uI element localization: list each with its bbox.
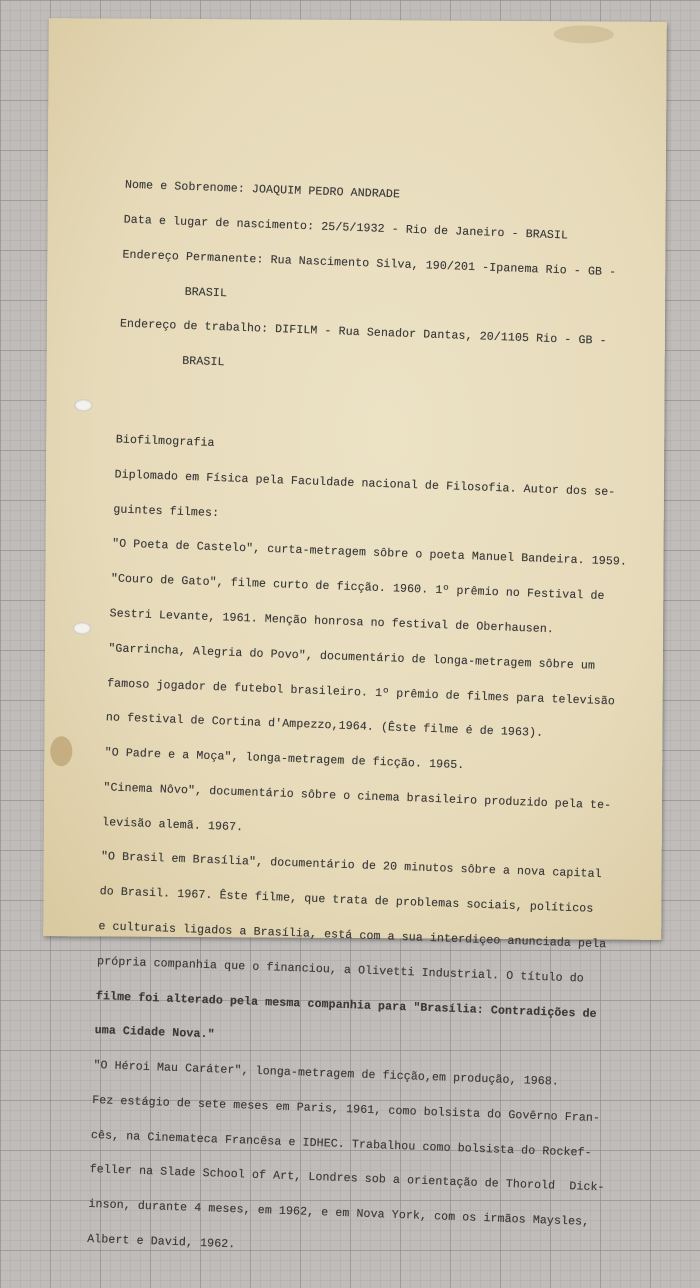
body-line: no festival de Cortina d'Ampezzo,1964. (Êste filme é de 1963). — [105, 711, 544, 741]
header-work-address: Endereço de trabalho: DIFILM - Rua Senador Dantas, 20/1105 Rio - GB - — [119, 317, 607, 349]
header-work-address-country: BRASIL — [118, 352, 225, 370]
body-line: Diplomado em Física pela Faculdade nacional de Filosofia. Autor dos se- — [114, 468, 616, 500]
header-name: Nome e Sobrenome: JOAQUIM PEDRO ANDRADE — [124, 178, 401, 202]
body-line: "O Poeta de Castelo", curta-metragem sôbre o poeta Manuel Bandeira. 1959. — [111, 537, 628, 570]
body-line: cês, na Cinemateca Francêsa e IDHEC. Trabalhou como bolsista do Rockef- — [90, 1128, 592, 1160]
body-line: Sestri Levante, 1961. Menção honrosa no festival de Oberhausen. — [109, 607, 555, 637]
body-line: "O Héroi Mau Caráter", longa-metragem de ficção,em produção, 1968. — [93, 1059, 560, 1089]
body-line: uma Cidade Nova." — [94, 1024, 215, 1042]
punch-hole — [73, 622, 91, 634]
body-line: inson, durante 4 meses, em 1962, e em Nova York, com os irmãos Maysles, — [88, 1198, 590, 1230]
section-title: Biofilmografia — [115, 433, 215, 451]
body-line: "O Padre e a Moça", longa-metragem de ficção. 1965. — [104, 746, 465, 773]
body-line: levisão alemã. 1967. — [101, 815, 244, 834]
stain — [554, 25, 614, 43]
header-permanent-address-country: BRASIL — [120, 283, 228, 300]
body-line: famoso jogador de futebol brasileiro. 1º prêmio de filmes para televisão — [106, 676, 616, 708]
body-line: Fez estágio de sete meses em Paris, 1961, como bolsista do Govêrno Fran- — [91, 1093, 601, 1126]
typewritten-text — [86, 157, 655, 1288]
body-line: filme foi alterado pela mesma companhia para "Brasília: Contradições de — [95, 989, 597, 1021]
document-page — [43, 18, 667, 1252]
body-line: guintes filmes: — [113, 502, 220, 520]
body-line: feller na Slade School of Art, Londres sob a orientação de Thorold Dick- — [89, 1163, 605, 1195]
body-line: do Brasil. 1967. Êste filme, que trata de problemas sociais, políticos — [99, 885, 594, 917]
body-line: e culturais ligados a Brasília, está com a sua interdiçeo anunciada pela — [98, 920, 607, 952]
punch-hole — [74, 399, 92, 411]
header-permanent-address: Endereço Permanente: Rua Nascimento Silva, 190/201 -Ipanema Rio - GB - — [122, 248, 617, 279]
stain — [50, 736, 72, 766]
body-line: "Garrincha, Alegria do Povo", documentário de longa-metragem sôbre um — [108, 642, 596, 673]
body-line: "Cinema Nôvo", documentário sôbre o cinema brasileiro produzido pela te- — [103, 781, 612, 813]
body-line: própria companhia que o financiou, a Olivetti Industrial. O título do — [96, 954, 585, 986]
header-birth: Data e lugar de nascimento: 25/5/1932 - Rio de Janeiro - BRASIL — [123, 213, 569, 243]
body-line: "O Brasil em Brasília", documentário de 20 minutos sôbre a nova capital — [100, 850, 602, 882]
body-line: "Couro de Gato", filme curto de ficção. 1960. 1º prêmio no Festival de — [110, 572, 605, 604]
body-line: Albert e David, 1962. — [86, 1232, 236, 1252]
